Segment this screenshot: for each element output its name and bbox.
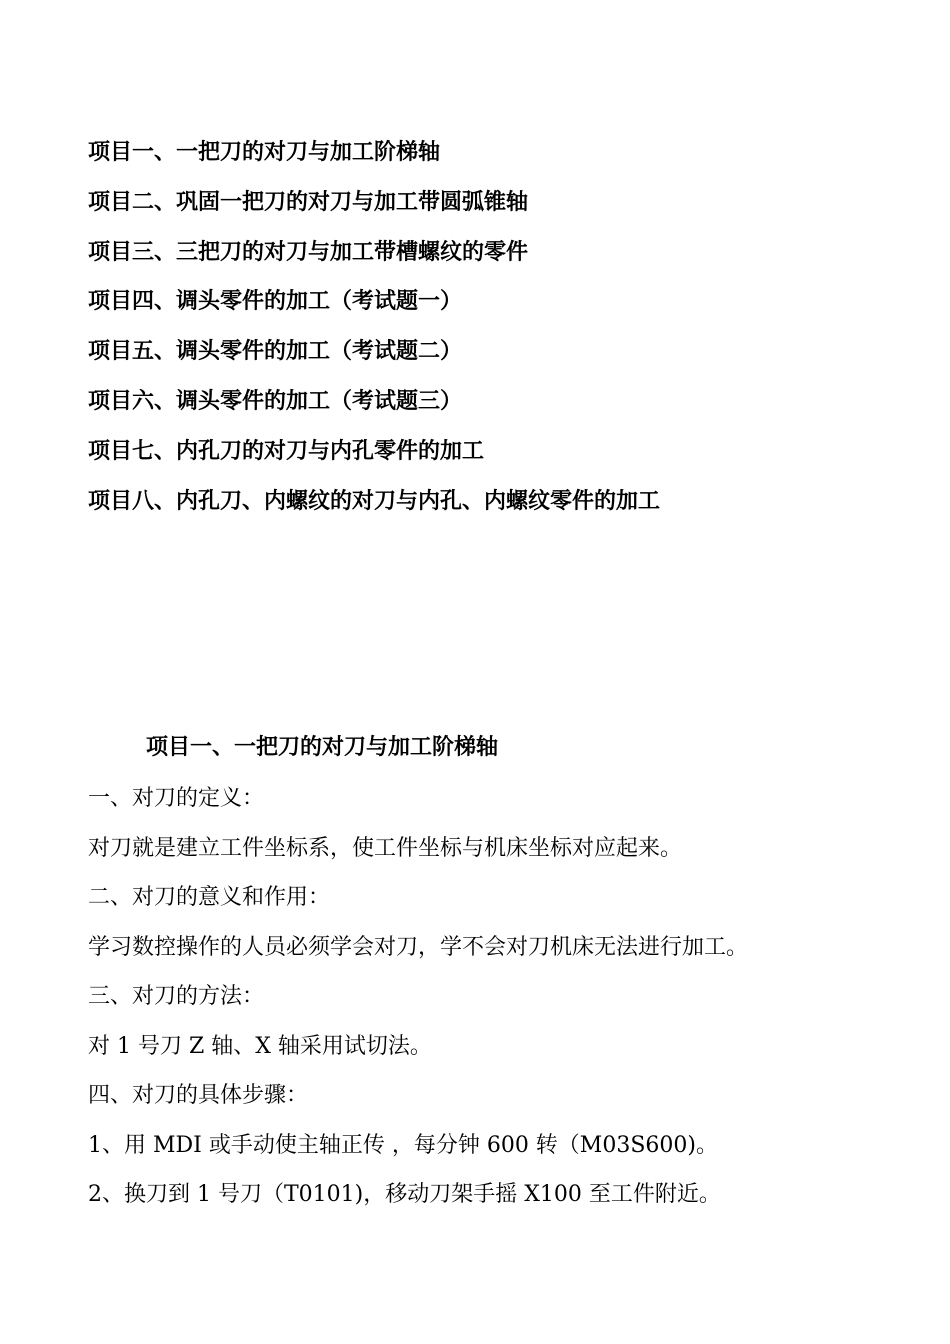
- project-one-section: [88, 722, 928, 1220]
- toc-item-5: 项目五、调头零件的加工（考试题二）: [88, 339, 463, 365]
- table-of-contents: [88, 128, 908, 526]
- heading-purpose: 二、对刀的意义和作用：: [88, 885, 331, 910]
- toc-item-1: 项目一、一把刀的对刀与加工阶梯轴: [88, 140, 441, 165]
- step-2: 2、换刀到 1 号刀（T0101)，移动刀架手摇 X100 至工件附近。: [88, 1182, 721, 1207]
- section-title: 项目一、一把刀的对刀与加工阶梯轴: [146, 735, 499, 760]
- paragraph-definition: 对刀就是建立工件坐标系，使工件坐标与机床坐标对应起来。: [88, 835, 683, 861]
- step-1: 1、用 MDI 或手动使主轴正传 ，每分钟 600 转（M03S600)。: [88, 1132, 718, 1158]
- toc-item-8: 项目八、内孔刀、内螺纹的对刀与内孔、内螺纹零件的加工: [88, 488, 661, 514]
- heading-steps: 四、对刀的具体步骤：: [88, 1083, 309, 1108]
- toc-item-7: 项目七、内孔刀的对刀与内孔零件的加工: [88, 438, 485, 464]
- paragraph-purpose: 学习数控操作的人员必须学会对刀，学不会对刀机床无法进行加工。: [88, 934, 749, 960]
- toc-item-3: 项目三、三把刀的对刀与加工带槽螺纹的零件: [88, 239, 529, 265]
- toc-item-4: 项目四、调头零件的加工（考试题一）: [88, 289, 463, 315]
- heading-method: 三、对刀的方法：: [88, 984, 265, 1009]
- paragraph-method: 对 1 号刀 Z 轴、X 轴采用试切法。: [88, 1033, 432, 1059]
- toc-item-6: 项目六、调头零件的加工（考试题三）: [88, 388, 463, 414]
- toc-item-2: 项目二、巩固一把刀的对刀与加工带圆弧锥轴: [88, 189, 529, 215]
- heading-definition: 一、对刀的定义：: [88, 786, 265, 811]
